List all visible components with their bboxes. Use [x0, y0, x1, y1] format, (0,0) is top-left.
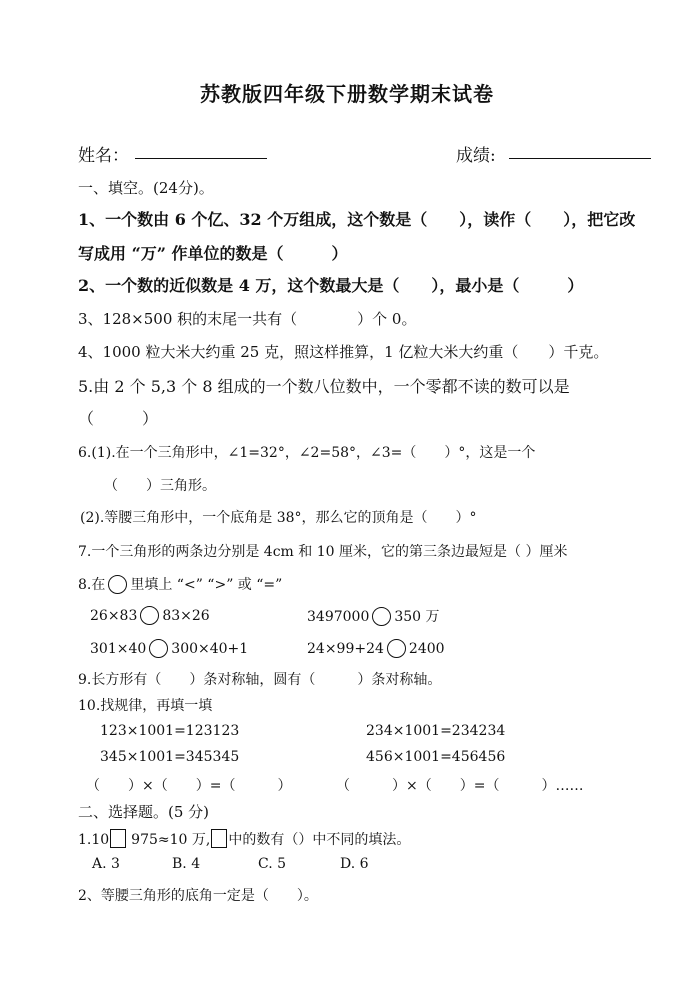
- option-c[interactable]: C. 5: [258, 856, 287, 872]
- question-9: 9.长方形有（ ）条对称轴，圆有（ ）条对称轴。: [78, 672, 442, 688]
- question-2: 2、一个数的近似数是 4 万，这个数最大是（ ），最小是（ ）: [78, 276, 584, 295]
- compare-right: 300×40+1: [171, 641, 249, 657]
- pattern-equation: 345×1001=345345: [100, 749, 240, 765]
- name-blank[interactable]: [135, 158, 267, 159]
- option-b[interactable]: B. 4: [172, 856, 201, 872]
- compare-right: 350 万: [394, 609, 440, 625]
- question-10-heading: 10.找规律，再填一填: [78, 698, 213, 714]
- option-a[interactable]: A. 3: [92, 856, 120, 872]
- question-1-line2: 写成用 “万” 作单位的数是（ ）: [78, 244, 348, 263]
- compare-circle-input[interactable]: [387, 639, 406, 658]
- compare-left: 24×99+24: [307, 641, 384, 657]
- question-6-line1: 6.(1).在一个三角形中，∠1=32°，∠2=58°，∠3=（ ）°，这是一个: [78, 445, 536, 461]
- question-8: [78, 574, 282, 594]
- score-label: 成绩:: [456, 146, 496, 166]
- compare-row2-b: [307, 639, 445, 658]
- compare-row1-b: [307, 606, 440, 626]
- choice-question-2: 2、等腰三角形的底角一定是（ ）。: [78, 888, 318, 904]
- question-4: 4、1000 粒大米大约重 25 克，照这样推算，1 亿粒大米大约重（ ）千克。: [78, 343, 609, 361]
- section1-heading: 一、填空。(24分)。: [78, 179, 214, 197]
- digit-box[interactable]: [110, 829, 126, 848]
- question-6-line2: （ ）三角形。: [104, 478, 216, 494]
- score-blank[interactable]: [509, 158, 651, 159]
- page-title: 苏教版四年级下册数学期末试卷: [200, 82, 494, 106]
- question-1-line1: 1、一个数由 6 个亿、32 个万组成，这个数是（ ），读作（ ），把它改: [78, 210, 636, 229]
- q8-suffix: 里填上 “<” “>” 或 “=”: [130, 577, 283, 593]
- question-7: 7.一个三角形的两条边分别是 4cm 和 10 厘米，它的第三条边最短是（ ）厘米: [78, 544, 568, 560]
- question-5-line1: 5.由 2 个 5,3 个 8 组成的一个数八位数中，一个零都不读的数可以是: [78, 377, 570, 396]
- choice-q1-suffix: 中的数有（）中不同的填法。: [228, 832, 411, 848]
- choice-q1-prefix: 1.10: [78, 832, 110, 848]
- name-label: 姓名：: [78, 146, 129, 166]
- compare-right: 83×26: [162, 608, 210, 624]
- compare-circle-icon: [108, 575, 127, 594]
- compare-circle-input[interactable]: [372, 607, 391, 626]
- pattern-equation: 456×1001=456456: [366, 749, 506, 765]
- compare-row1-a: [90, 606, 210, 625]
- compare-row2-a: [90, 639, 248, 658]
- pattern-equation: 234×1001=234234: [366, 723, 506, 739]
- question-3: 3、128×500 积的末尾一共有（ ）个 0。: [78, 310, 417, 328]
- question-5-line2: （ ）: [78, 409, 159, 428]
- pattern-blank-1: （ ）×（ ）=（ ）: [86, 778, 292, 794]
- pattern-blank-2: （ ）×（ ）=（ ）……: [336, 778, 584, 794]
- compare-left: 26×83: [90, 608, 138, 624]
- choice-question-1: [78, 829, 410, 849]
- q8-prefix: 8.在: [78, 577, 106, 593]
- section2-heading: 二、选择题。(5 分): [78, 803, 210, 821]
- pattern-equation: 123×1001=123123: [100, 723, 240, 739]
- digit-box-icon: [211, 829, 227, 848]
- compare-circle-input[interactable]: [149, 639, 168, 658]
- option-d[interactable]: D. 6: [340, 856, 369, 872]
- compare-circle-input[interactable]: [140, 606, 159, 625]
- question-6-line3: (2).等腰三角形中，一个底角是 38°，那么它的顶角是（ ）°: [80, 510, 477, 526]
- compare-left: 3497000: [307, 609, 370, 625]
- choice-q1-mid: 975≈10 万,: [131, 832, 211, 848]
- compare-left: 301×40: [90, 641, 147, 657]
- compare-right: 2400: [408, 641, 445, 657]
